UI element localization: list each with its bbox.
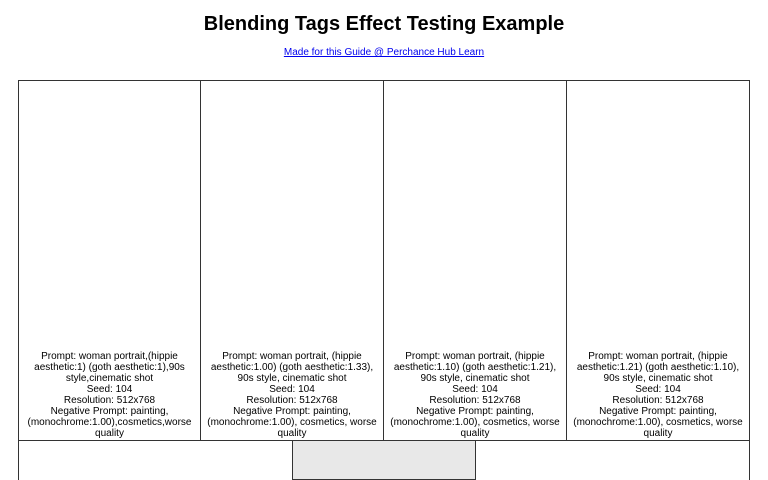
negative-prompt-text: Negative Prompt: painting,(monochrome:1.00),cosmetics,worse quality (27, 406, 192, 439)
seed-text: Seed: 104 (86, 384, 133, 395)
page-title: Blending Tags Effect Testing Example (203, 13, 565, 35)
negative-prompt-text: Negative Prompt: painting, (monochrome:1.00), cosmetics, worse quality (573, 406, 743, 439)
image-grid (18, 80, 750, 441)
result-card (200, 80, 384, 441)
generated-image[interactable] (384, 81, 566, 351)
resolution-text: Resolution: 512x768 (246, 395, 338, 406)
result-card (566, 80, 750, 441)
card-caption (23, 351, 196, 439)
generated-image[interactable] (19, 81, 200, 351)
negative-prompt-text: Negative Prompt: painting, (monochrome:1.00), cosmetics, worse quality (390, 406, 560, 439)
image-placeholder (292, 440, 476, 480)
prompt-text: Prompt: woman portrait, (hippie aesthetic:1.10) (goth aesthetic:1.21), 90s style, cinematic shot (393, 351, 557, 384)
card-caption (388, 351, 562, 439)
guide-link-container (0, 47, 768, 59)
generated-image[interactable] (201, 81, 383, 351)
seed-text: Seed: 104 (635, 384, 681, 395)
result-card (18, 80, 201, 441)
divider (749, 440, 750, 480)
card-caption (571, 351, 745, 439)
card-caption (205, 351, 379, 439)
seed-text: Seed: 104 (269, 384, 315, 395)
prompt-text: Prompt: woman portrait, (hippie aesthetic:1.21) (goth aesthetic:1.10), 90s style, cinematic shot (576, 351, 740, 384)
prompt-text: Prompt: woman portrait,(hippie aesthetic:1) (goth aesthetic:1),90s style,cinematic shot (34, 351, 185, 384)
generated-image[interactable] (567, 81, 749, 351)
result-card (383, 80, 567, 441)
seed-text: Seed: 104 (452, 384, 498, 395)
guide-link[interactable]: Made for this Guide @ Perchance Hub Learn (283, 47, 485, 58)
resolution-text: Resolution: 512x768 (63, 395, 156, 406)
prompt-text: Prompt: woman portrait, (hippie aesthetic:1.00) (goth aesthetic:1.33), 90s style, cinematic shot (210, 351, 374, 384)
negative-prompt-text: Negative Prompt: painting, (monochrome:1.00), cosmetics, worse quality (207, 406, 377, 439)
divider (18, 440, 19, 480)
resolution-text: Resolution: 512x768 (612, 395, 704, 406)
resolution-text: Resolution: 512x768 (429, 395, 521, 406)
